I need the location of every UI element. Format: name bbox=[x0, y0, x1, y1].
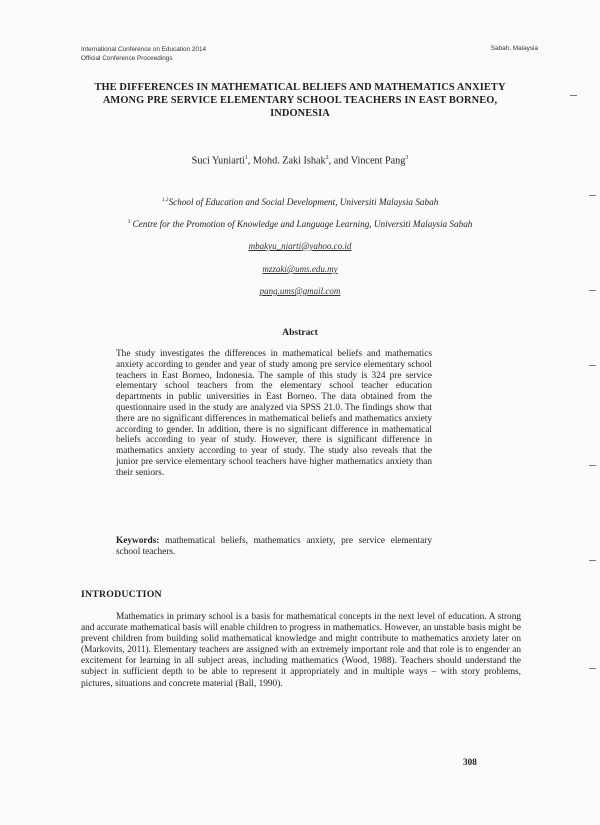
running-header-location: Sabah, Malaysia bbox=[490, 45, 538, 52]
scan-mark bbox=[589, 365, 596, 366]
abstract-body: The study investigates the differences in mathematical beliefs and mathematics anxiety according to gender and year of study among pre service elementary school teachers in East Borneo, Indonesia. The sample of this study is 324 pre service elementary school teachers from the elementary school teacher education departments in public universities in East Borneo. The data obtained from the questionnaire used in the study are analyzed via SPSS 21.0. The findings show that there are no significant differences in mathematical beliefs and mathematics anxiety according to gender. In addition, there is no significant difference in mathematical beliefs according to year of study. However, there is significant difference in mathematics anxiety according to year of study. The study also reveals that the junior pre service elementary school teachers have higher mathematics anxiety than their seniors. bbox=[116, 349, 432, 478]
affiliation-mark: 1,2 bbox=[161, 197, 169, 203]
author-name: Vincent Pang bbox=[350, 155, 406, 167]
affiliation-2 bbox=[0, 219, 600, 229]
keywords bbox=[116, 536, 432, 558]
affiliation-text: School of Education and Social Development, Universiti Malaysia Sabah bbox=[168, 197, 439, 208]
author-separator: , and bbox=[328, 155, 351, 167]
running-header-left bbox=[81, 45, 206, 63]
email-link[interactable]: pang.ums@gmail.com bbox=[259, 286, 341, 296]
author-affiliation-mark: 2 bbox=[325, 155, 329, 161]
affiliation-1 bbox=[0, 197, 600, 207]
author-list bbox=[0, 155, 600, 166]
author-name: Mohd. Zaki Ishak bbox=[252, 155, 326, 167]
affiliation-text: Centre for the Promotion of Knowledge and Language Learning, Universiti Malaysia Sabah bbox=[132, 219, 473, 230]
author-separator: , bbox=[247, 155, 253, 167]
scan-mark bbox=[589, 560, 596, 561]
abstract-heading: Abstract bbox=[282, 327, 318, 338]
author-affiliation-mark: 3 bbox=[405, 155, 409, 161]
scan-mark bbox=[589, 290, 596, 291]
conference-name: International Conference on Education 2014 bbox=[81, 46, 207, 53]
keywords-text: mathematical beliefs, mathematics anxiety, pre service elementary school teachers. bbox=[116, 536, 432, 557]
scan-mark bbox=[589, 195, 596, 196]
section-heading: INTRODUCTION bbox=[81, 589, 162, 600]
keywords-label: Keywords: bbox=[116, 536, 160, 546]
scan-mark bbox=[589, 668, 596, 669]
page-number: 308 bbox=[463, 757, 477, 767]
scan-mark bbox=[589, 465, 596, 466]
author-name: Suci Yuniarti bbox=[191, 155, 245, 167]
author-affiliation-mark: 1 bbox=[244, 155, 248, 161]
email-link[interactable]: mbakyu_niarti@yahoo.co.id bbox=[248, 241, 352, 251]
introduction-body: Mathematics in primary school is a basis for mathematical concepts in the next level of education. A strong and accurate mathematical basis will enable children to progress in mathematics. However, an unstable basis might be prevent children from building solid mathematical knowledge and might contribute to mathematics anxiety later on (Markovits, 2011). Elementary teachers are assigned with an extremely important role and that role is to engender an excitement for learning in all subject areas, including mathematics (Wood, 1988). Teachers should understand the subject in sufficient depth to be able to represent it appropriately and in multiple ways – with story problems, pictures, situations and concrete material (Ball, 1990). bbox=[81, 612, 521, 689]
scan-mark bbox=[570, 95, 577, 96]
paper-title: THE DIFFERENCES IN MATHEMATICAL BELIEFS AND MATHEMATICS ANXIETY AMONG PRE SERVICE ELEMENTARY SCHOOL TEACHERS IN EAST BORNEO, INDONESIA bbox=[94, 82, 506, 119]
affiliation-mark: 3 bbox=[127, 219, 131, 225]
email-link[interactable]: mzzaki@ums.edu.my bbox=[262, 264, 338, 274]
proceedings-label: Official Conference Proceedings bbox=[81, 55, 173, 62]
